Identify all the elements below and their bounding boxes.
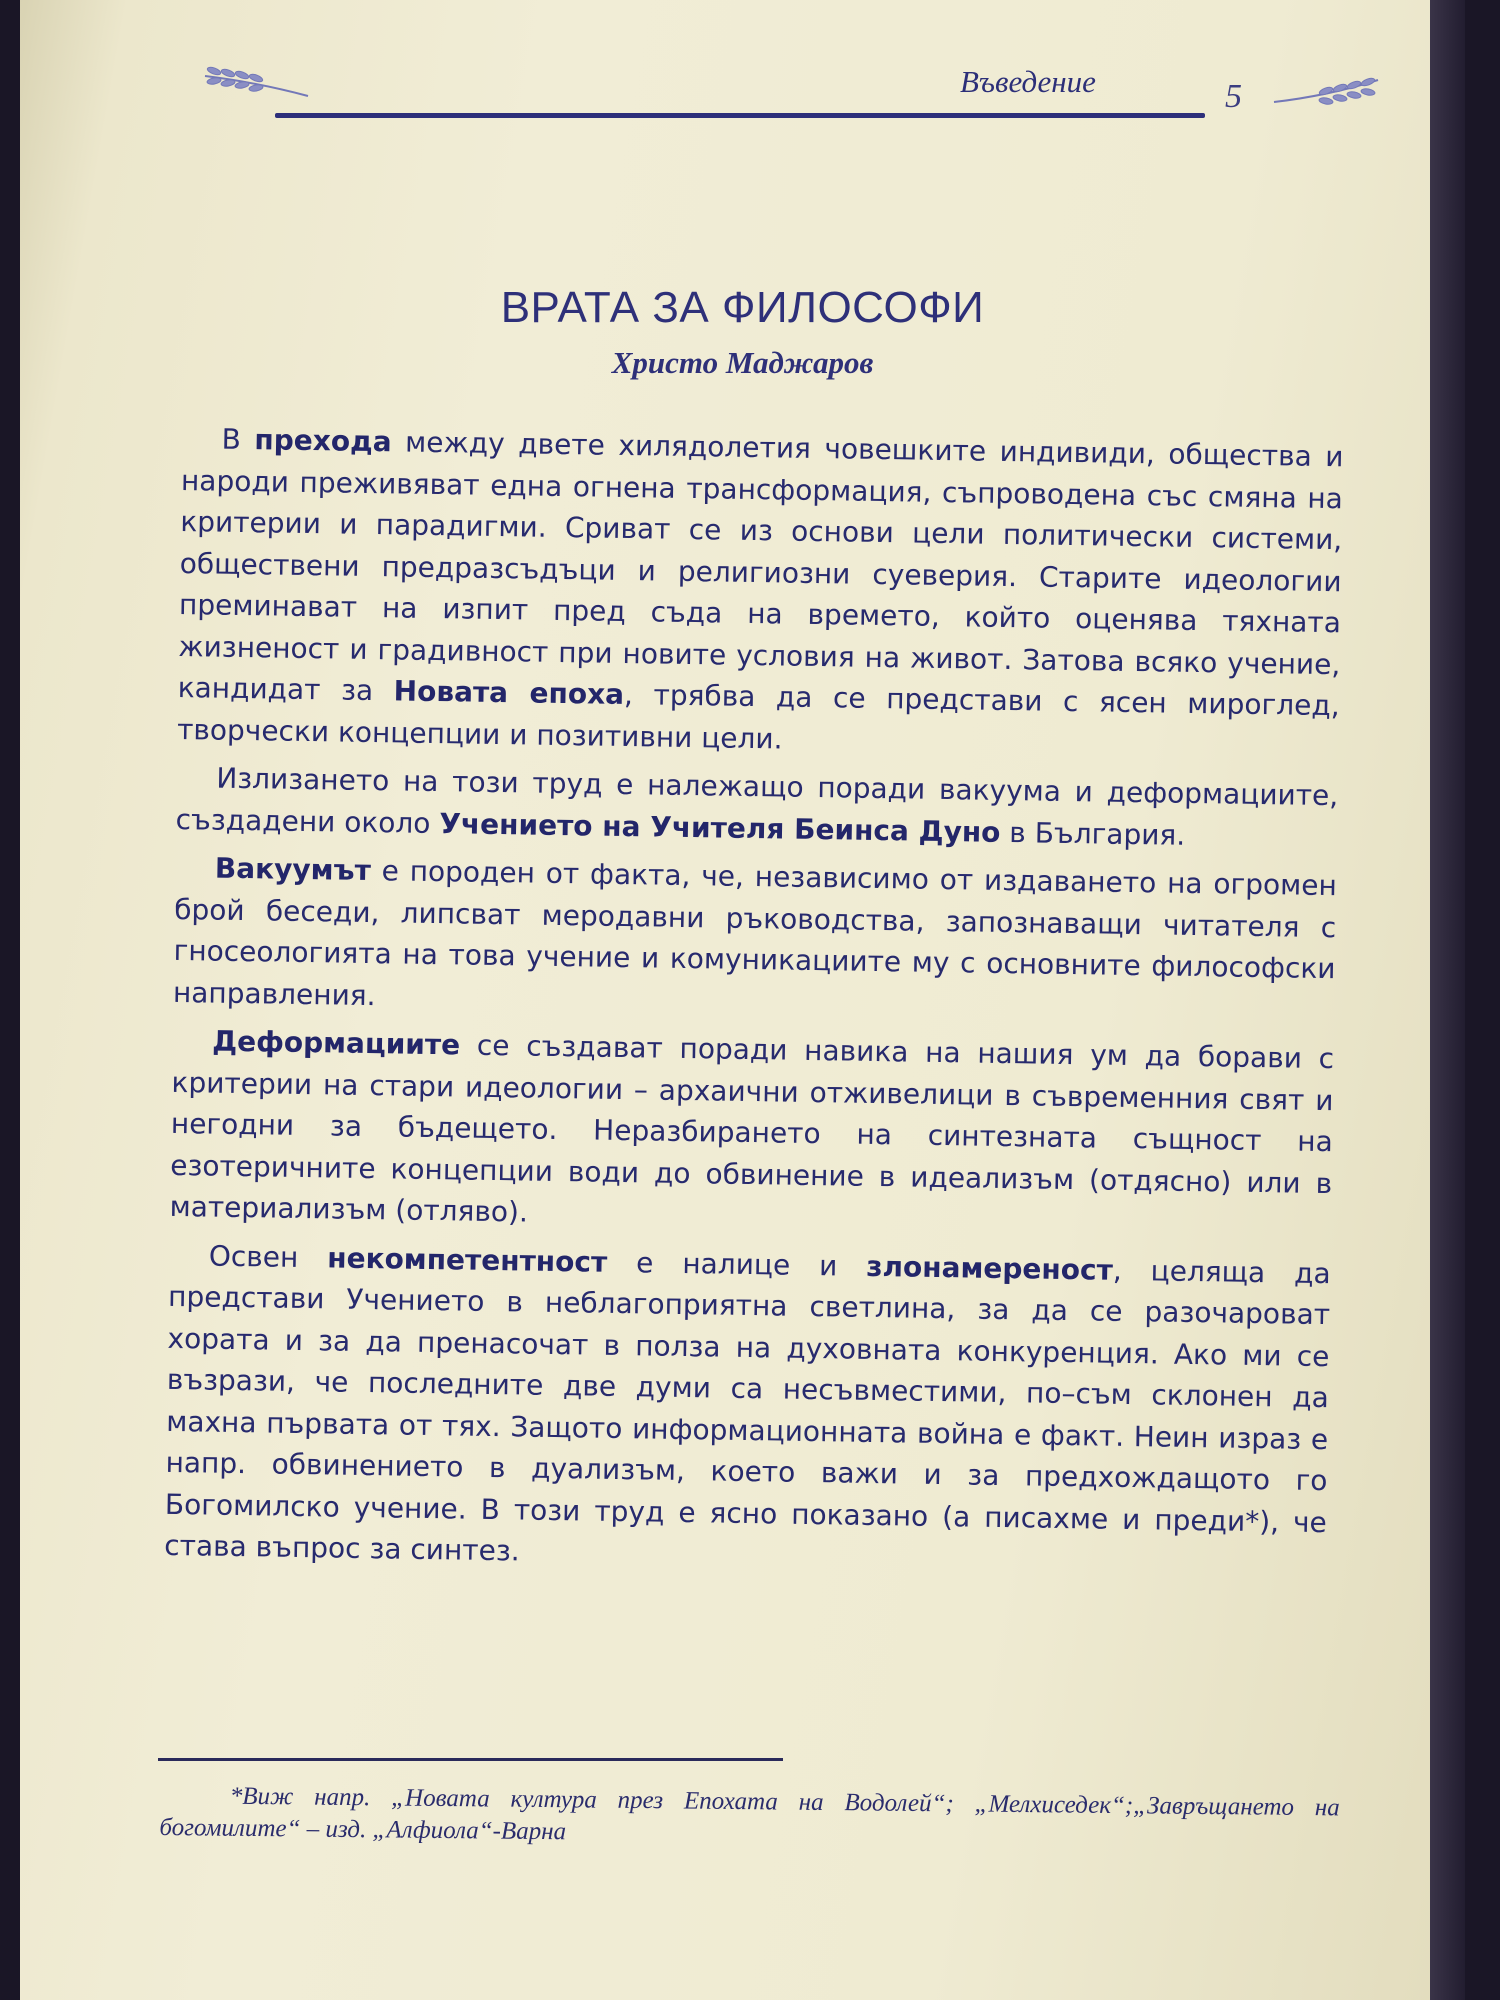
book-edge [1430,0,1465,2000]
bold-term: злонамереност [866,1249,1114,1287]
author-name: Христо Маджаров [611,345,874,380]
page-number: 5 [1225,78,1242,115]
header-rule [275,113,1205,118]
bold-term: прехода [254,423,392,459]
text-run: Излизането на този труд е належащо поради вакуума и деформациите, създадени около [175,761,1339,840]
bold-term: Деформациите [211,1024,461,1062]
text-run: в България. [1000,815,1186,852]
bold-term: Вакуумът [214,851,372,888]
text-run: В [221,422,255,457]
text-run: , трябва да се представи с ясен мироглед, творчески концепции и позитивни цели. [176,677,1340,755]
bold-term: Учението на Учителя Беинса Дуно [439,806,1001,849]
paragraph [177,418,1344,768]
wheat-ornament-icon [1272,72,1382,112]
chapter-title: ВРАТА ЗА ФИЛОСОФИ [500,283,985,332]
text-run: се създават поради навика на нашия ум да борави с критерии на стари идеологии – архаични отживелици в съвременния свят и негодни за бъдещето. Неразбирането на синтезната същност на езотеричните концепции води до обвинение в идеализъм (отдясно) или в материализъм (отляво). [169,1028,1335,1229]
book-page [20,0,1465,2000]
text-run: Освен [208,1239,328,1274]
section-title: Въведение [960,64,1096,99]
bold-term: некомпетентност [327,1240,608,1279]
bold-term: Новата епоха [393,674,625,711]
text-run: е налице и [606,1245,867,1283]
footnote: *Виж напр. „Новата култура през Епохата на Водолей“; „Мелхиседек“;„Завръщането на богомилите“ – изд. „Алфиола“-Варна [159,1782,1340,1846]
wheat-ornament-icon [200,62,310,102]
text-run: , целяща да представи Учението в неблагоприятна светлина, за да се разочароват хората и за да пренасочат в полза на духовната конкуренция. Ако ми се възрази, че последните две думи са несъвместими, по–съм склонен да махна първата от тях. Защото информационната война е факт. Неин израз е напр. обвинението в дуализъм, което важи и за предхождащото го Богомилско учение. В този труд е ясно показано (а писахме и преди*), че става въпрос за синтез. [164,1253,1331,1568]
footnote-rule [158,1758,783,1761]
running-header [180,50,1380,130]
paragraph [175,757,1338,858]
paragraph [164,1234,1331,1584]
paragraph [173,847,1337,1031]
paragraph [169,1020,1334,1246]
text-run: между двете хилядолетия човешките индивиди, общества и народи преживяват една огнена трансформация, съпроводена със смяна на критерии и парадигми. Сриват се из основи цели политически системи, обществени предразсъдъци и религиозни суеверия. Старите идеологии преминават на изпит пред съда на времето, който оценява тяхната жизненост и градивност при новите условия на живот. Затова всяко учение, кандидат за [177,425,1344,708]
text-run: е породен от факта, че, независимо от издаването на огромен брой беседи, липсват меродавни ръководства, запознаващи читателя с гносеологията на това учение и комуникациите му с основните философски направления. [172,854,1338,1012]
body-text [164,418,1344,1592]
